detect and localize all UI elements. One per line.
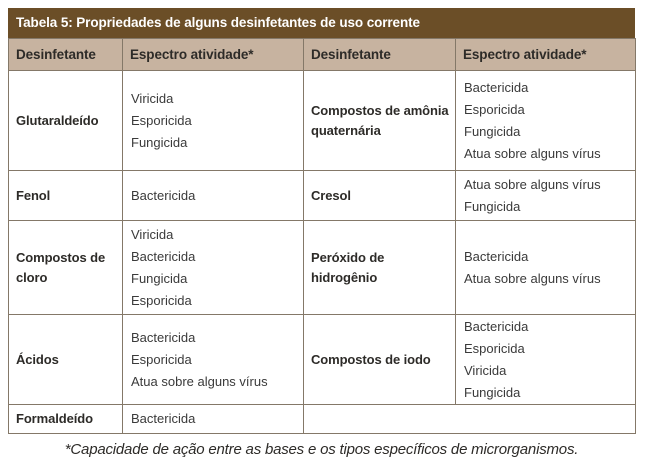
disinfectant-name: Compostos de amônia quaternária — [304, 71, 456, 171]
disinfectant-name: Compostos de iodo — [304, 315, 456, 405]
activity-item: Bactericida — [131, 329, 196, 345]
activity-item: Fungicida — [464, 123, 521, 139]
activity-item: Bactericida — [464, 79, 529, 95]
disinfectant-name: Ácidos — [9, 315, 123, 405]
disinfectant-name: Fenol — [9, 171, 123, 221]
activity-item: Esporicida — [464, 101, 525, 117]
disinfectant-name: Peróxido de hidrogênio — [304, 221, 456, 315]
disinfectant-name: Cresol — [304, 171, 456, 221]
activity-list — [456, 221, 636, 315]
activity-item: Fungicida — [131, 134, 188, 150]
header-row — [9, 39, 636, 71]
activity-item: Atua sobre alguns vírus — [131, 373, 268, 389]
activity-list — [123, 171, 304, 221]
activity-item: Bactericida — [131, 187, 196, 203]
activity-item: Viricida — [131, 90, 174, 106]
activity-item: Fungicida — [131, 270, 188, 286]
activity-item: Atua sobre alguns vírus — [464, 270, 601, 286]
table-row — [9, 221, 636, 315]
col-header-desinfetante-right: Desinfetante — [304, 39, 456, 71]
table-footnote: *Capacidade de ação entre as bases e os tipos específicos de microrganismos. — [64, 441, 579, 458]
table-row — [9, 315, 636, 405]
activity-list — [456, 171, 636, 221]
activity-item: Bactericida — [464, 248, 529, 264]
disinfectant-name: Formaldeído — [9, 405, 123, 434]
empty-cell — [304, 405, 636, 434]
disinfectants-table — [8, 8, 635, 458]
activity-item: Fungicida — [464, 198, 521, 214]
activity-list — [123, 315, 304, 405]
activity-item: Bactericida — [131, 248, 196, 264]
col-header-espectro-left: Espectro atividade* — [123, 39, 304, 71]
activity-item: Atua sobre alguns vírus — [464, 176, 601, 192]
activity-list — [456, 71, 636, 171]
activity-item: Esporicida — [131, 351, 192, 367]
table-row — [9, 71, 636, 171]
activity-list — [123, 71, 304, 171]
disinfectant-name: Compostos de cloro — [9, 221, 123, 315]
activity-item: Viricida — [464, 362, 507, 378]
col-header-desinfetante-left: Desinfetante — [9, 39, 123, 71]
properties-table — [8, 38, 636, 434]
table-title: Tabela 5: Propriedades de alguns desinfetantes de uso corrente — [8, 8, 635, 38]
activity-list — [123, 405, 304, 434]
activity-item: Viricida — [131, 226, 174, 242]
activity-item: Atua sobre alguns vírus — [464, 145, 601, 161]
activity-list — [456, 315, 636, 405]
activity-item: Esporicida — [131, 112, 192, 128]
activity-item: Fungicida — [464, 384, 521, 400]
disinfectant-name: Glutaraldeído — [9, 71, 123, 171]
activity-item: Bactericida — [464, 318, 529, 334]
activity-item: Bactericida — [131, 411, 196, 426]
table-row — [9, 171, 636, 221]
col-header-espectro-right: Espectro atividade* — [456, 39, 636, 71]
table-row — [9, 405, 636, 434]
activity-item: Esporicida — [131, 292, 192, 308]
activity-item: Esporicida — [464, 340, 525, 356]
activity-list — [123, 221, 304, 315]
